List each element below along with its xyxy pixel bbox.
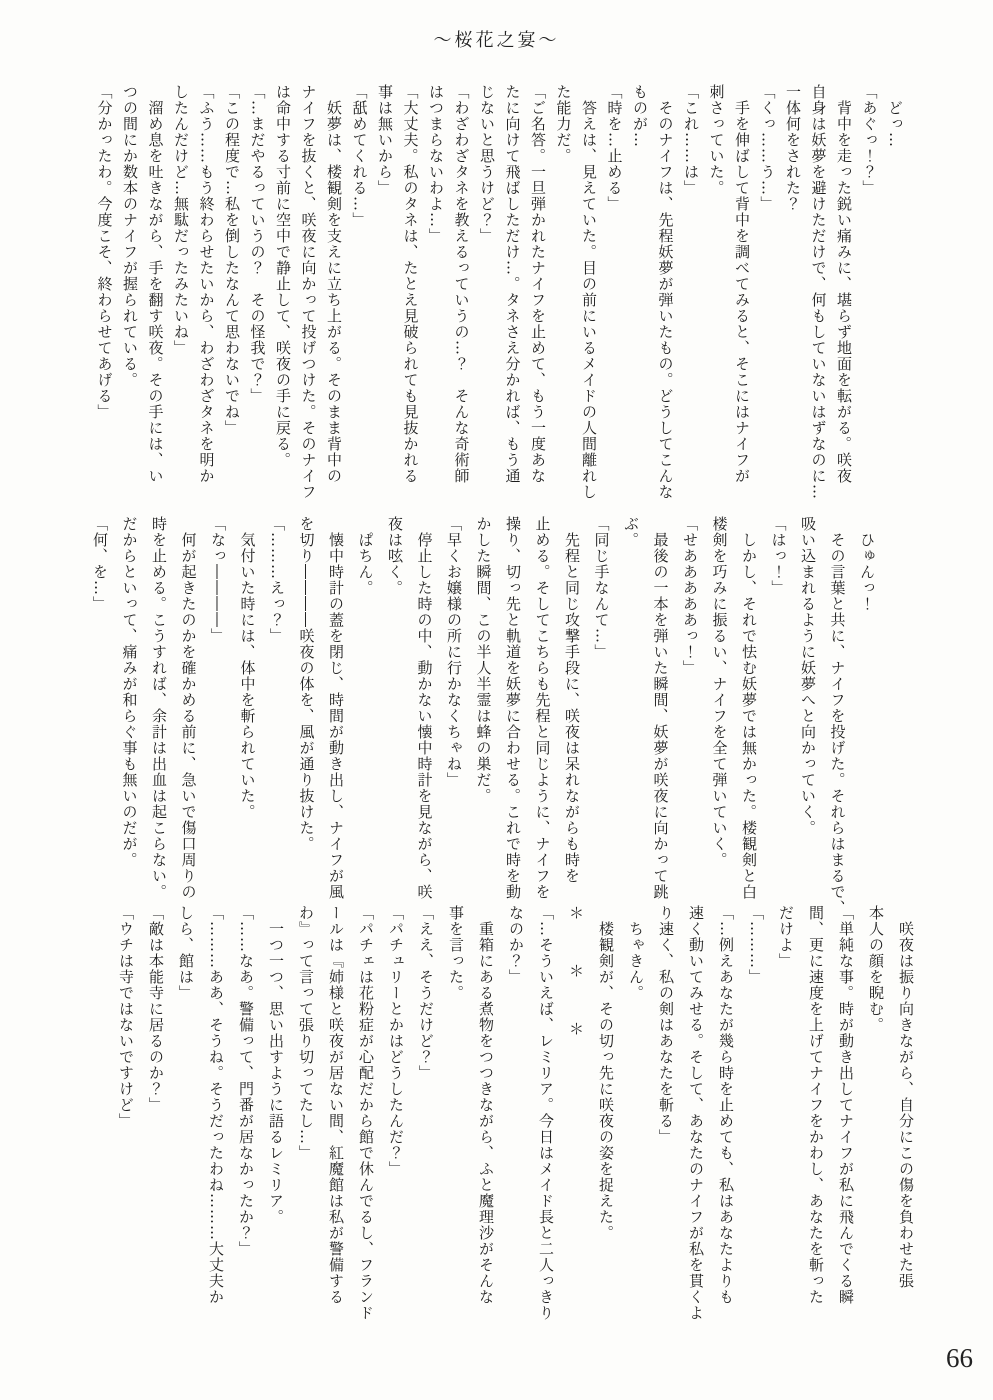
text-column: 「くっ……う…」 bbox=[758, 84, 777, 212]
text-column: 「分かったわ。今度こそ、終わらせてあげる」 bbox=[95, 84, 114, 420]
text-column: を切り――――咲夜の体を、風が通り抜けた。 bbox=[297, 516, 316, 852]
text-column: 「これ……は」 bbox=[682, 84, 700, 196]
text-column: 妖夢は、楼観剣を支えに立ち上がる。そのまま背中の bbox=[325, 84, 343, 484]
text-column: 速く動いてみせる。そして、あなたのナイフが私を貫くよ bbox=[687, 905, 705, 1321]
text-column: 止める。そしてこちらも先程と同じように、ナイフを bbox=[533, 516, 552, 900]
text-column: 「…例えあなたが幾ら時を止めても、私はあなたよりも bbox=[717, 905, 735, 1305]
text-column: 一つ一つ、思い出すように語るレミリア。 bbox=[267, 905, 285, 1225]
text-column: り速く、私の剣はあなたを斬る」 bbox=[657, 905, 675, 1145]
text-column: 操り、切っ先と軌道を妖夢に合わせる。これで時を動 bbox=[504, 516, 522, 900]
text-column: 「ふう……もう終わらせたいから、わざわざタネを明か bbox=[197, 84, 216, 484]
text-column: 懐中時計の蓋を閉じ、時間が動き出し、ナイフが風 bbox=[327, 516, 345, 900]
text-column: 何が起きたのかを確かめる前に、急いで傷口周りの bbox=[179, 516, 198, 900]
text-column: ものが… bbox=[631, 84, 649, 148]
text-column: 本人の顔を睨む。 bbox=[867, 905, 885, 1033]
text-column: 「……なあ。警備って、門番が居なかったか？」 bbox=[237, 905, 255, 1257]
text-column: たに向けて飛ばしただけ…。タネさえ分かれば、もう通 bbox=[503, 84, 522, 484]
text-column: 溜め息を吐きながら、手を翻す咲夜。その手には、い bbox=[146, 84, 165, 484]
text-band-3 bbox=[111, 905, 921, 1335]
text-column: 「…まだやるっていうの？ その怪我で？」 bbox=[248, 84, 267, 404]
text-band-2 bbox=[85, 516, 882, 916]
text-column: 楼観剣が、その切っ先に咲夜の姿を捉えた。 bbox=[597, 905, 615, 1241]
text-column: ールは『姉様と咲夜が居ない間、紅魔館は私が警備する bbox=[327, 905, 345, 1305]
text-column: 「あぐっ！？」 bbox=[860, 84, 879, 196]
text-column: ナイフを抜くと、咲夜に向かって投げつけた。そのナイフ bbox=[299, 84, 318, 500]
text-column: 「同じ手なんて…」 bbox=[592, 516, 611, 660]
text-column: 「………えっ？」 bbox=[268, 516, 286, 644]
text-column: 「ウチは寺ではないですけど」 bbox=[117, 905, 135, 1129]
text-column: 「早くお嬢様の所に行かなくちゃね」 bbox=[445, 516, 463, 788]
text-column: 手を伸ばして背中を調べてみると、そこにはナイフが bbox=[733, 84, 751, 484]
text-column: ちゃきん。 bbox=[627, 905, 645, 1001]
text-column: 先程と同じ攻撃手段に、咲夜は呆れながらも時を bbox=[563, 516, 581, 884]
text-column: 「…そういえば、レミリア。今日はメイド長と二人っきり bbox=[537, 905, 555, 1321]
text-column: 背中を走った鋭い痛みに、堪らず地面を転がる。咲夜 bbox=[835, 84, 853, 484]
text-column: ぶ。 bbox=[622, 516, 640, 548]
text-column: 「わざわざタネを教えるっていうの…？ そんな奇術師 bbox=[452, 84, 471, 484]
text-column: は命中する寸前に空中で静止して、咲夜の手に戻る。 bbox=[274, 84, 292, 468]
text-column: 刺さっていた。 bbox=[707, 84, 726, 196]
section-break-stars: ＊ ＊ ＊ bbox=[567, 905, 585, 1050]
text-column: 「敵は本能寺に居るのか？」 bbox=[147, 905, 165, 1113]
text-column: ひゅんっ！ bbox=[858, 516, 876, 612]
text-column: 夜は呟く。 bbox=[386, 516, 404, 596]
text-column: したんだけど…無駄だったみたいね」 bbox=[172, 84, 190, 356]
text-column: 「大丈夫。私のタネは、たとえ見破られても見抜かれる bbox=[401, 84, 420, 484]
text-column: そのナイフは、先程妖夢が弾いたもの。どうしてこんな bbox=[656, 84, 675, 500]
text-column: わ』って言って張り切ってたし…」 bbox=[297, 905, 315, 1161]
page-number: 66 bbox=[946, 1343, 973, 1373]
text-column: しかし、それで怯む妖夢では無かった。楼観剣と白 bbox=[740, 516, 758, 900]
text-column: じないと思うけど？」 bbox=[478, 84, 496, 244]
text-column: 「………ああ、そうね。そうだったわね………大丈夫か bbox=[207, 905, 225, 1305]
text-column: 「舐めてくれる…」 bbox=[350, 84, 369, 228]
text-column: なのか？」 bbox=[507, 905, 525, 985]
text-column: 重箱にある煮物をつつきながら、ふと魔理沙がそんな bbox=[477, 905, 495, 1305]
text-column: 停止した時の中、動かない懐中時計を見ながら、咲 bbox=[415, 516, 434, 900]
text-column: だからといって、痛みが和らぐ事も無いのだが。 bbox=[120, 516, 139, 868]
text-column: 「何、を…」 bbox=[91, 516, 109, 612]
text-column: 事を言った。 bbox=[447, 905, 465, 1001]
text-column: 時を止める。こうすれば、余計は出血は起こらない。 bbox=[150, 516, 168, 900]
text-column: 「はっ！」 bbox=[769, 516, 788, 596]
text-column: 咲夜は振り向きながら、自分にこの傷を負わせた張 bbox=[897, 905, 915, 1289]
text-column: 答えは、見えていた。目の前にいるメイドの人間離れし bbox=[580, 84, 598, 500]
text-column: 「単純な事。時が動き出してナイフが私に飛んでくる瞬 bbox=[837, 905, 855, 1305]
text-column: つの間にか数本のナイフが握られている。 bbox=[121, 84, 139, 388]
text-column: だけよ」 bbox=[777, 905, 795, 969]
text-column: 「せあああああっ！」 bbox=[681, 516, 699, 676]
text-column: 事は無いから」 bbox=[376, 84, 394, 196]
text-column: 「時を…止める」 bbox=[605, 84, 624, 212]
text-column: しら、館は」 bbox=[177, 905, 195, 1001]
text-column: 楼剣を巧みに振るい、ナイフを全て弾いていく。 bbox=[710, 516, 729, 868]
text-column: その言葉と共に、ナイフを投げた。それらはまるで、 bbox=[828, 516, 847, 916]
text-column: 気付いた時には、体中を斬られていた。 bbox=[238, 516, 257, 820]
page-title: ～桜花之宴～ bbox=[433, 30, 560, 51]
text-column: 「パチェは花粉症が心配だから館で休んでるし、フランド bbox=[357, 905, 375, 1321]
text-column: 「ご名答。一旦弾かれたナイフを止めて、もう一度あな bbox=[529, 84, 547, 484]
text-column: どっ… bbox=[886, 84, 904, 148]
text-column: はつまらないわよ…」 bbox=[427, 84, 445, 244]
text-column: 「ええ、そうだけど？」 bbox=[417, 905, 435, 1081]
text-column: かした瞬間、この半人半霊は蜂の巣だ。 bbox=[474, 516, 493, 804]
text-column: 「パチュリーとかはどうしたんだ？」 bbox=[387, 905, 405, 1177]
text-column: 「この程度で…私を倒したなんて思わないでね」 bbox=[223, 84, 241, 436]
text-column: 「なっ――――」 bbox=[209, 516, 227, 644]
text-column: ぱちん。 bbox=[356, 516, 375, 596]
text-band-1 bbox=[91, 84, 907, 514]
text-column: 吸い込まれるように妖夢へと向かっていく。 bbox=[799, 516, 817, 836]
text-column: 間、更に速度を上げてナイフをかわし、あなたを斬った bbox=[807, 905, 825, 1305]
text-column: 一体何をされた？ bbox=[784, 84, 802, 212]
text-column: 「………」 bbox=[747, 905, 765, 985]
text-column: 自身は妖夢を避けただけで、何もしていないはずなのに… bbox=[809, 84, 828, 500]
text-column: 最後の一本を弾いた瞬間、妖夢が咲夜に向かって跳 bbox=[651, 516, 670, 900]
text-column: た能力だ。 bbox=[554, 84, 573, 164]
